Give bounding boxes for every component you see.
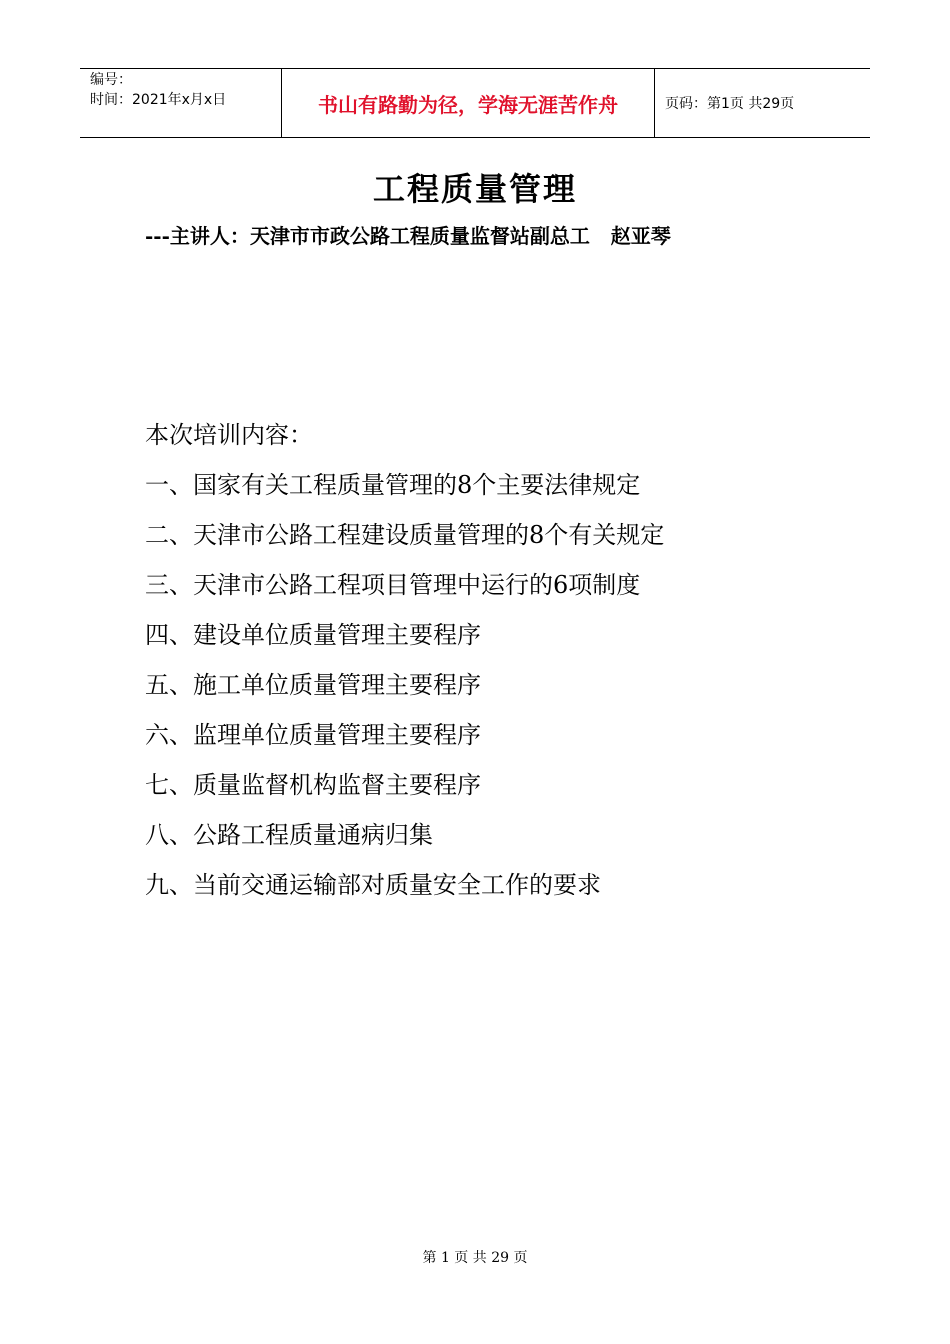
training-item: 八、公路工程质量通病归集: [145, 821, 433, 849]
document-subtitle: ---主讲人：天津市市政公路工程质量监督站副总工 赵亚琴: [145, 224, 671, 248]
document-date-label: 时间：2021年x月x日: [90, 92, 227, 108]
header-page-info: 页码：第1页 共29页: [665, 96, 795, 112]
training-content: [145, 418, 664, 918]
training-item: 一、国家有关工程质量管理的8个主要法律规定: [145, 471, 641, 499]
header-meta-cell: [80, 69, 282, 137]
header-motto-cell: [282, 69, 655, 137]
training-item: 四、建设单位质量管理主要程序: [145, 621, 481, 649]
training-intro: 本次培训内容：: [145, 421, 313, 449]
document-title: 工程质量管理: [372, 170, 577, 208]
header-motto: 书山有路勤为径，学海无涯苦作舟: [318, 92, 618, 117]
training-item: 二、天津市公路工程建设质量管理的8个有关规定: [145, 521, 665, 549]
document-number-label: 编号：: [90, 72, 132, 88]
training-item: 七、质量监督机构监督主要程序: [145, 771, 481, 799]
header-page-cell: [655, 69, 870, 137]
page-footer: 第 1 页 共 29 页: [422, 1250, 528, 1266]
training-item: 六、监理单位质量管理主要程序: [145, 721, 481, 749]
training-item: 五、施工单位质量管理主要程序: [145, 671, 481, 699]
page-header: [80, 68, 870, 138]
training-item: 九、当前交通运输部对质量安全工作的要求: [145, 871, 601, 899]
training-item: 三、天津市公路工程项目管理中运行的6项制度: [145, 571, 641, 599]
